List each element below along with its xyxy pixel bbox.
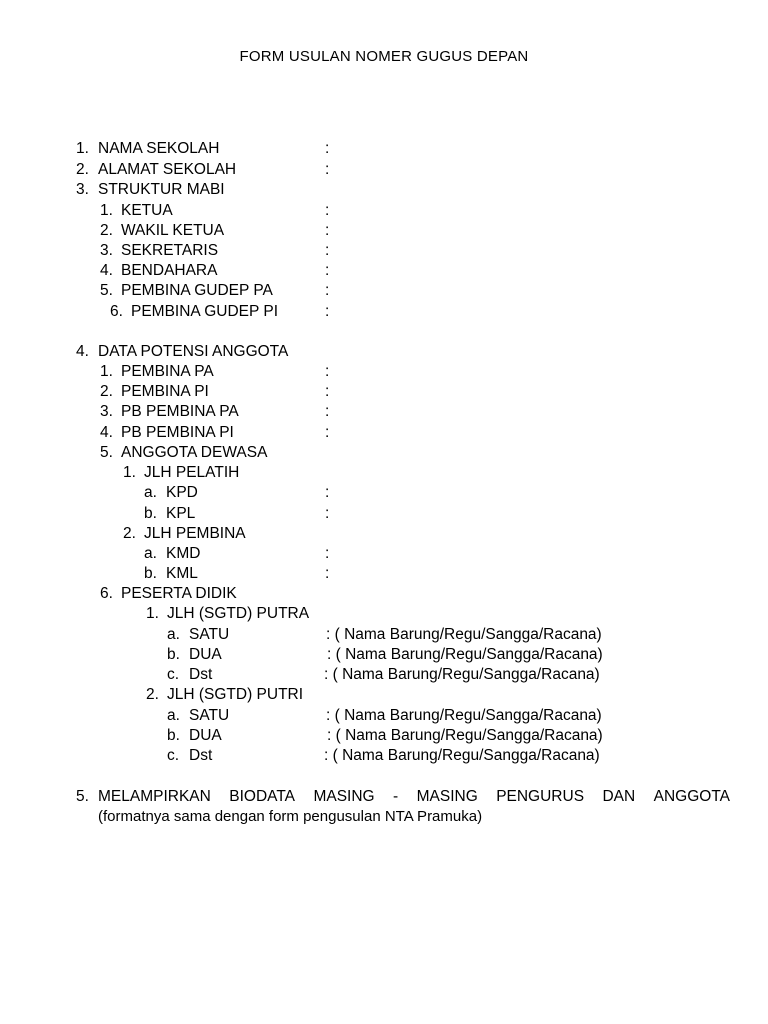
item-number: 3.: [76, 181, 89, 198]
field-value: : ( Nama Barung/Regu/Sangga/Racana): [327, 727, 603, 744]
item-letter: a.: [167, 626, 180, 643]
item-number: 2.: [123, 525, 136, 542]
field-colon: :: [325, 424, 330, 441]
field-label: KMD: [166, 545, 201, 562]
field-label: PB PEMBINA PI: [121, 424, 234, 441]
item-number: 2.: [100, 222, 113, 239]
item-number: 4.: [100, 424, 113, 441]
item-number: 2.: [100, 383, 113, 400]
label-word: MELAMPIRKAN: [98, 788, 211, 805]
field-colon: :: [325, 222, 330, 239]
item-number: 4.: [100, 262, 113, 279]
label-word: ANGGOTA: [653, 788, 730, 805]
item-number: 4.: [76, 343, 89, 360]
field-colon: :: [325, 545, 330, 562]
item-letter: c.: [167, 666, 180, 683]
field-label: PEMBINA PA: [121, 363, 214, 380]
item-letter: a.: [144, 484, 157, 501]
field-label: KPL: [166, 505, 196, 522]
item-letter: c.: [167, 747, 180, 764]
item-number: 5.: [100, 282, 113, 299]
form-title: FORM USULAN NOMER GUGUS DEPAN: [239, 48, 529, 65]
item-letter: a.: [144, 545, 157, 562]
field-value: : ( Nama Barung/Regu/Sangga/Racana): [324, 666, 600, 683]
group-label: JLH (SGTD) PUTRI: [167, 686, 304, 703]
field-label: PEMBINA GUDEP PA: [121, 282, 273, 299]
item-number: 3.: [100, 403, 113, 420]
field-colon: :: [325, 505, 330, 522]
item-number: 6.: [110, 303, 123, 320]
field-label: KML: [166, 565, 198, 582]
subsection-label: ANGGOTA DEWASA: [121, 444, 268, 461]
item-number: 2.: [146, 686, 159, 703]
field-value: : ( Nama Barung/Regu/Sangga/Racana): [326, 707, 602, 724]
field-value: : ( Nama Barung/Regu/Sangga/Racana): [327, 646, 603, 663]
field-label: KETUA: [121, 202, 173, 219]
item-letter: b.: [167, 646, 180, 663]
item-number: 5.: [100, 444, 113, 461]
field-colon: :: [325, 140, 330, 157]
item-letter: a.: [167, 707, 180, 724]
field-label: PB PEMBINA PA: [121, 403, 239, 420]
field-label: Dst: [189, 666, 213, 683]
field-colon: :: [325, 383, 330, 400]
field-label: PEMBINA GUDEP PI: [131, 303, 279, 320]
item-number: 1.: [100, 202, 113, 219]
field-label: DUA: [189, 727, 222, 744]
item-number: 2.: [76, 161, 89, 178]
subsection-label: PESERTA DIDIK: [121, 585, 237, 602]
field-colon: :: [325, 262, 330, 279]
field-label: Dst: [189, 747, 213, 764]
label-word: PENGURUS: [496, 788, 585, 805]
field-label: SATU: [189, 626, 230, 643]
field-label: KPD: [166, 484, 198, 501]
field-label: NAMA SEKOLAH: [98, 140, 220, 157]
field-label: SATU: [189, 707, 230, 724]
label-word: -: [393, 788, 399, 805]
item-letter: b.: [167, 727, 180, 744]
field-colon: :: [325, 565, 330, 582]
item-number: 6.: [100, 585, 113, 602]
item-number: 1.: [76, 140, 89, 157]
group-label: JLH PELATIH: [144, 464, 240, 481]
field-label: ALAMAT SEKOLAH: [98, 161, 237, 178]
item-number: 1.: [100, 363, 113, 380]
label-word: BIODATA: [229, 788, 296, 805]
field-colon: :: [325, 484, 330, 501]
group-label: JLH (SGTD) PUTRA: [167, 605, 310, 622]
item-number: 1.: [146, 605, 159, 622]
field-colon: :: [325, 202, 330, 219]
field-label: DUA: [189, 646, 222, 663]
section-label: [98, 787, 730, 807]
field-label: WAKIL KETUA: [121, 222, 225, 239]
section-label: DATA POTENSI ANGGOTA: [98, 343, 289, 360]
field-colon: :: [325, 161, 330, 178]
field-value: : ( Nama Barung/Regu/Sangga/Racana): [324, 747, 600, 764]
item-letter: b.: [144, 565, 157, 582]
field-colon: :: [325, 282, 330, 299]
group-label: JLH PEMBINA: [144, 525, 246, 542]
item-number: 3.: [100, 242, 113, 259]
item-letter: b.: [144, 505, 157, 522]
field-colon: :: [325, 303, 330, 320]
field-value: : ( Nama Barung/Regu/Sangga/Racana): [326, 626, 602, 643]
field-colon: :: [325, 363, 330, 380]
field-label: BENDAHARA: [121, 262, 218, 279]
field-colon: :: [325, 403, 330, 420]
field-colon: :: [325, 242, 330, 259]
label-word: MASING: [416, 788, 478, 805]
item-number: 1.: [123, 464, 136, 481]
item-number: 5.: [76, 788, 89, 805]
label-word: DAN: [602, 788, 636, 805]
label-word: MASING: [313, 788, 375, 805]
format-note: (formatnya sama dengan form pengusulan NTA Pramuka): [98, 808, 483, 825]
field-label: PEMBINA PI: [121, 383, 209, 400]
field-label: SEKRETARIS: [121, 242, 219, 259]
section-label: STRUKTUR MABI: [98, 181, 225, 198]
